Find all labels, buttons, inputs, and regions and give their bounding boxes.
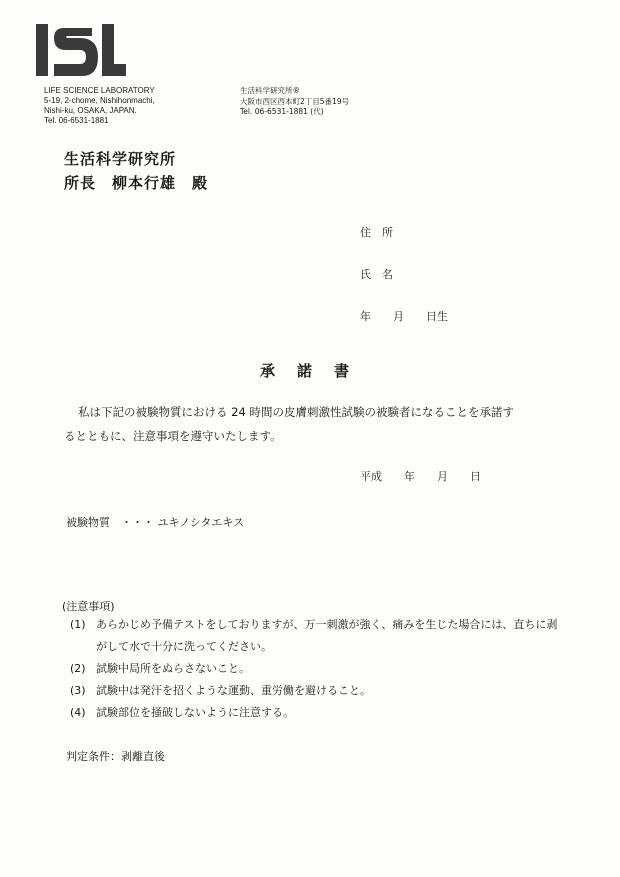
consent-body-line: るとともに、注意事項を遵守いたします。 [64,429,282,443]
name-field-label: 氏 名 [360,268,393,281]
note-item [70,702,590,724]
document-title: 承諾書 [260,362,372,380]
note-item [70,614,590,658]
note-number: (1) [70,618,86,631]
judgement-condition: 判定条件：剥離直後 [66,750,165,763]
date-line: 平成 年 月 日 [360,470,481,483]
notes-heading: (注意事項) [62,600,115,613]
note-number: (2) [70,662,86,675]
birthdate-field-label: 年 月 日生 [360,310,448,323]
letterhead-japanese [240,86,349,118]
note-item [70,680,590,702]
letterhead-jp-line: 生活科学研究所® [240,86,300,95]
note-text: 試験部位を掻破しないように注意する。 [96,706,294,719]
note-text: 試験中は発汗を招くような運動、重労働を避けること。 [96,684,371,697]
letterhead-en-line: LIFE SCIENCE LABORATORY [44,86,155,95]
note-item [70,658,590,680]
lsl-logo [34,24,126,80]
letterhead-english [44,86,155,126]
letterhead-en-line: Tel. 06-6531-1881 [44,116,109,125]
letterhead-jp-line: Tel. 06-6531-1881 (代) [240,107,324,116]
test-substance: 被験物質 ・・・ ユキノシタエキス [66,516,245,529]
note-text: 試験中局所をぬらさないこと。 [96,662,250,675]
recipient-director: 所長 柳本行雄 殿 [64,174,209,192]
letterhead-en-line: Nishi-ku, OSAKA, JAPAN. [44,106,137,115]
note-text-continued: がして水で十分に洗ってください。 [96,640,272,653]
note-number: (3) [70,684,86,697]
consent-body [64,400,584,448]
note-text: あらかじめ予備テストをしておりますが、万一刺激が強く、痛みを生じた場合には、直ちに剥 [96,618,558,631]
note-number: (4) [70,706,86,719]
address-field-label: 住 所 [360,226,393,239]
letterhead-jp-line: 大阪市西区西本町2丁目5番19号 [240,96,350,106]
recipient-org: 生活科学研究所 [64,150,177,168]
consent-body-line: 私は下記の被験物質における 24 時間の皮膚刺激性試験の被験者になることを承諾す [78,405,514,419]
letterhead-en-line: 5-19, 2-chome, Nishihonmachi, [44,96,155,105]
